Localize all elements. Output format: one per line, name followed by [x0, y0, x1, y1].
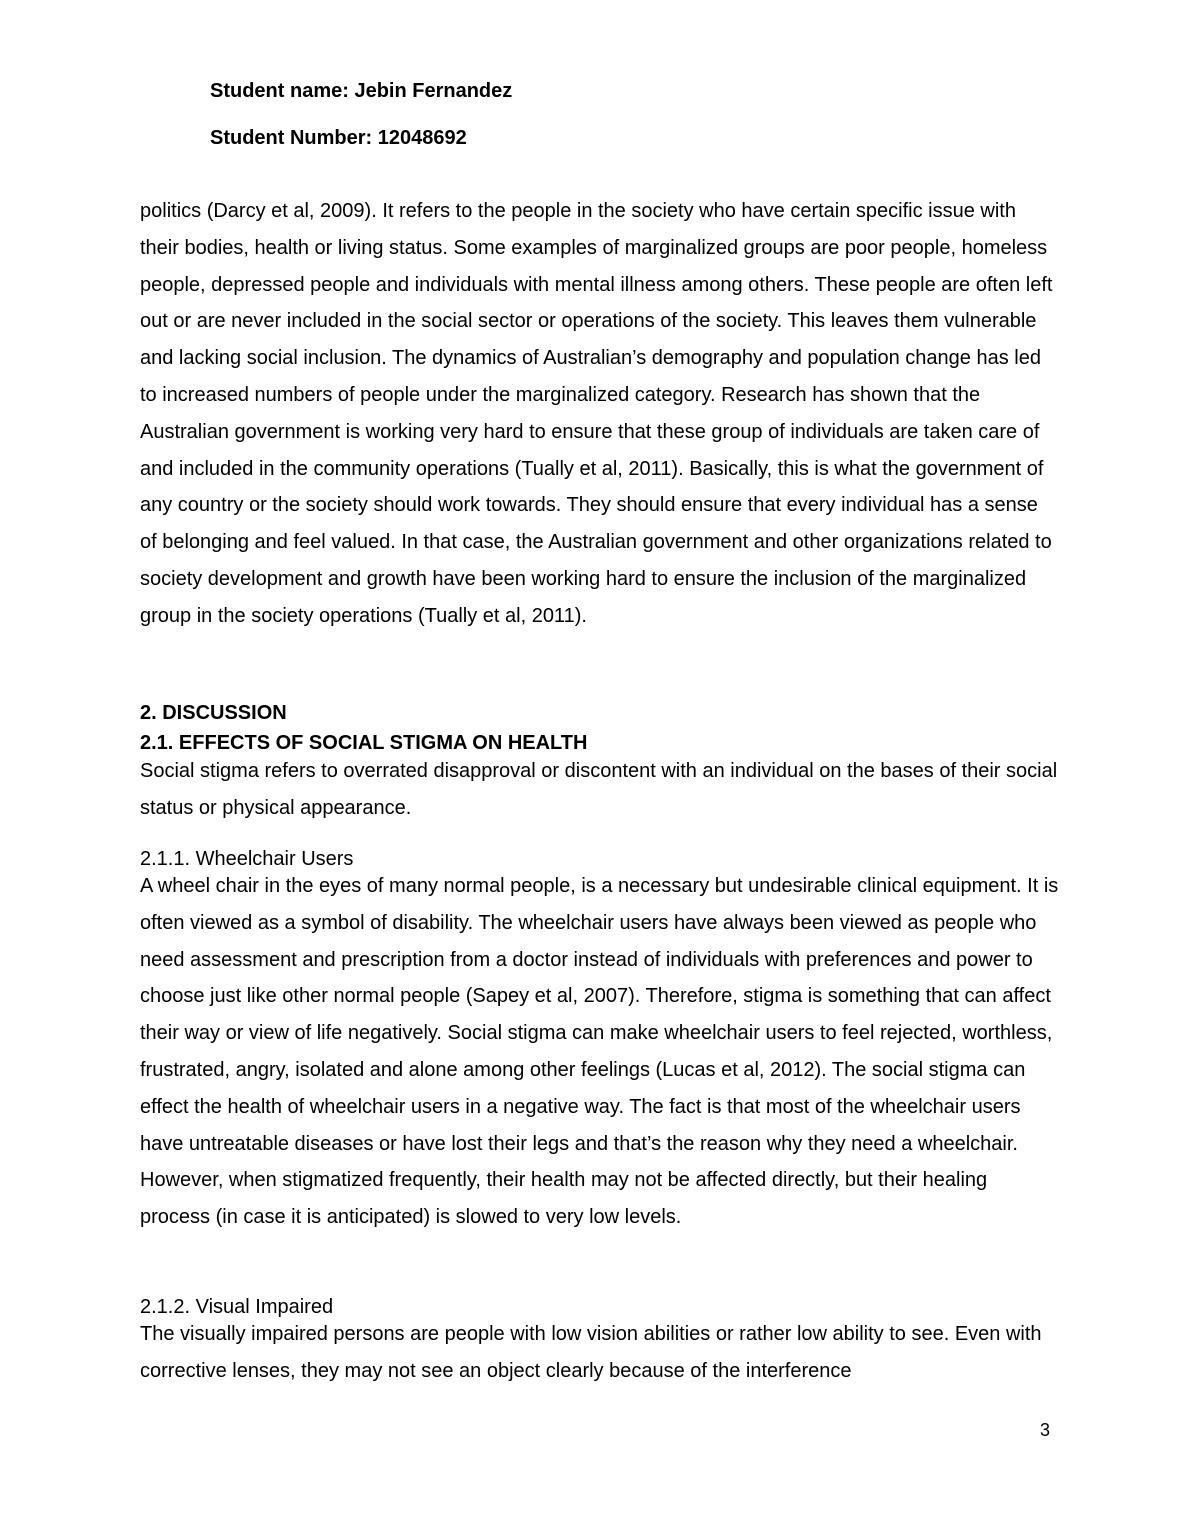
student-name: Student name: Jebin Fernandez [210, 80, 513, 102]
intro-paragraph: politics (Darcy et al, 2009). It refers to the people in the society who have certain specific issue with their bodies, health or living status. Some examples of marginalized groups are poor people, homeless people, depressed people and individuals with mental illness among others. These people are often left out or are never included in the social sector or operations of the society. This leaves them vulnerable and lacking social inclusion. The dynamics of Australian’s demography and population change has led to increased numbers of people under the marginalized category. Research has shown that the Australian government is working very hard to ensure that these group of individuals are taken care of and included in the community operations (Tually et al, 2011). Basically, this is what the government of any country or the society should work towards. They should ensure that every individual has a sense of belonging and feel valued. In that case, the Australian government and other organizations related to society development and growth have been working hard to ensure the inclusion of the marginalized group in the society operations (Tually et al, 2011). [140, 200, 1053, 627]
discussion-heading: 2. DISCUSSION [140, 702, 287, 724]
student-number: Student Number: 12048692 [210, 127, 467, 149]
page-number: 3 [1039, 1420, 1050, 1440]
wheelchair-users-heading: 2.1.1. Wheelchair Users [140, 848, 354, 870]
wheelchair-users-paragraph: A wheel chair in the eyes of many normal people, is a necessary but undesirable clinical equipment. It is often viewed as a symbol of disability. The wheelchair users have always been viewed as people who need assessment and prescription from a doctor instead of individuals with preferences and power to choose just like other normal people (Sapey et al, 2007). Therefore, stigma is something that can affect their way or view of life negatively. Social stigma can make wheelchair users to feel rejected, worthless, frustrated, angry, isolated and alone among other feelings (Lucas et al, 2012). The social stigma can effect the health of wheelchair users in a negative way. The fact is that most of the wheelchair users have untreatable diseases or have lost their legs and that’s the reason why they need a wheelchair. However, when stigmatized frequently, their health may not be affected directly, but their healing process (in case it is anticipated) is slowed to very low levels. [140, 875, 1059, 1229]
section-heading-social-stigma: 2.1. EFFECTS OF SOCIAL STIGMA ON HEALTH [140, 732, 588, 754]
visual-impaired-heading: 2.1.2. Visual Impaired [140, 1296, 334, 1318]
visual-impaired-paragraph: The visually impaired persons are people with low vision abilities or rather low ability to see. Even with corrective lenses, they may not see an object clearly because of the interference [140, 1323, 1042, 1382]
social-stigma-paragraph: Social stigma refers to overrated disapproval or discontent with an individual on the bases of their social status or physical appearance. [140, 760, 1058, 819]
